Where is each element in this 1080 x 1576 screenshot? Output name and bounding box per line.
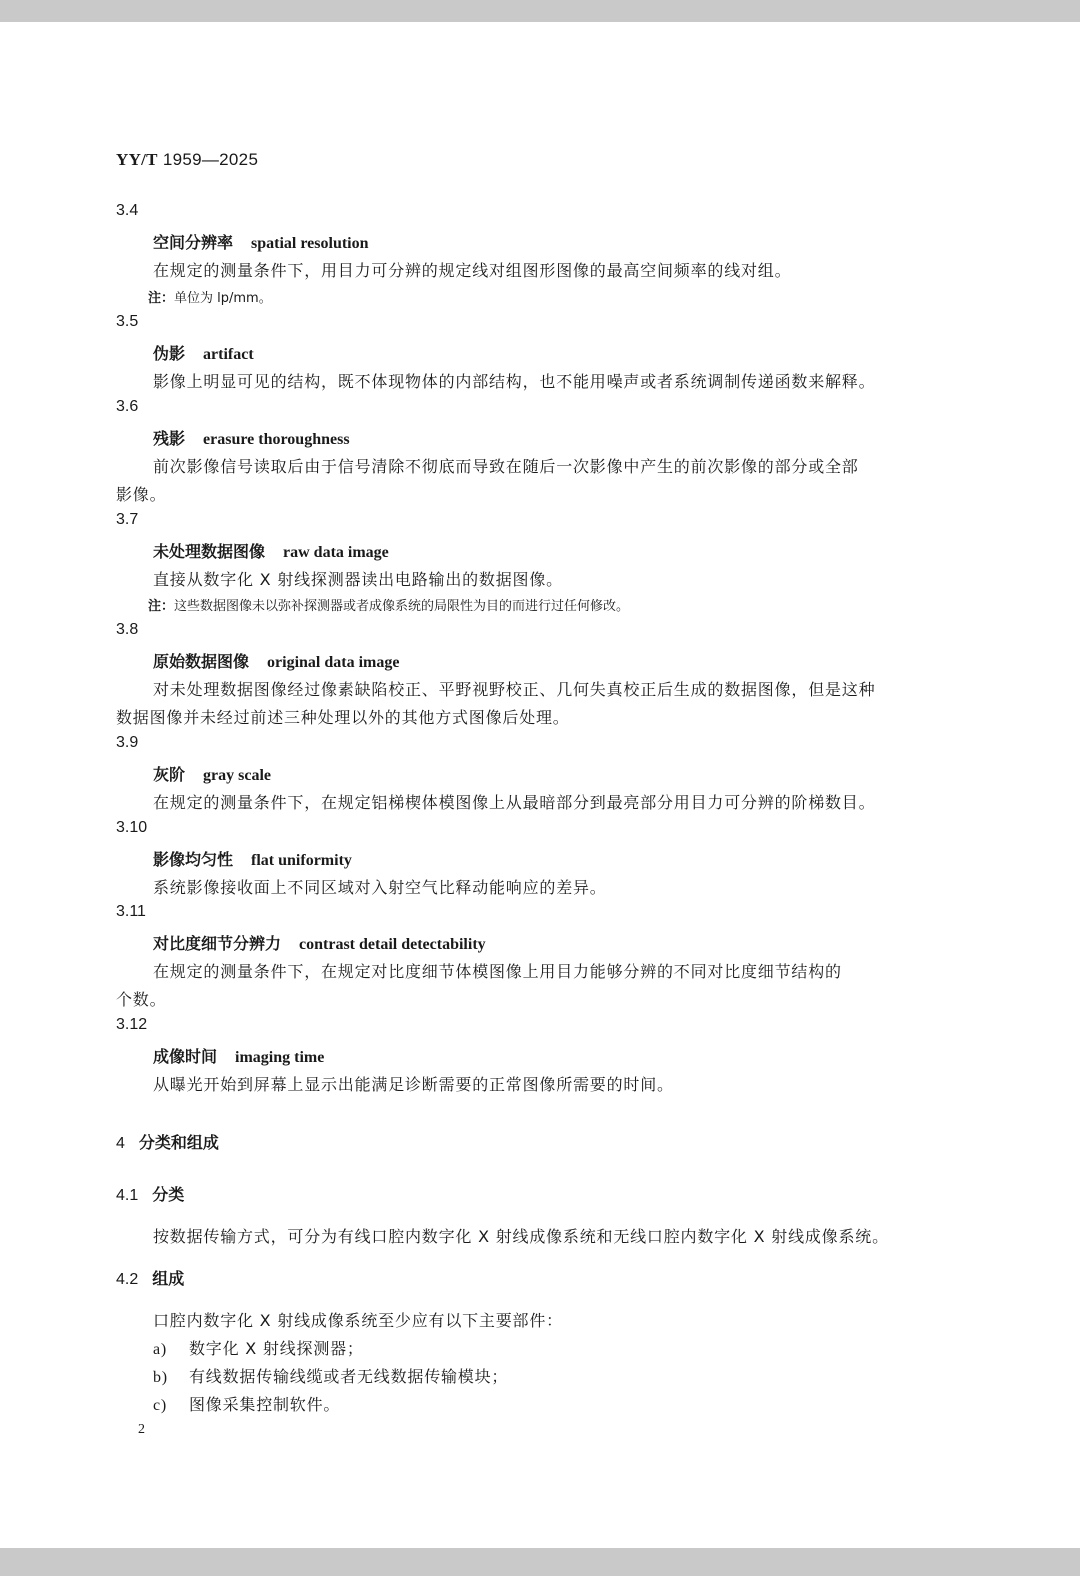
term-heading [153, 230, 369, 253]
term-note [148, 287, 272, 306]
subsection-number: 4.1 [116, 1187, 139, 1204]
doc-code-prefix: YY/T [116, 150, 158, 169]
subsection-heading [116, 1266, 184, 1289]
list-marker: a) [153, 1341, 168, 1358]
term-en: original data image [267, 654, 400, 671]
term-heading [153, 341, 254, 364]
list-item [153, 1364, 508, 1387]
term-zh: 灰阶 [153, 765, 186, 784]
term-note [148, 595, 629, 614]
term-heading [153, 931, 486, 954]
term-heading [153, 1044, 324, 1067]
term-en: flat uniformity [251, 852, 352, 869]
term-en: imaging time [235, 1049, 325, 1066]
term-number: 3.8 [116, 621, 139, 638]
subsection-number: 4.2 [116, 1271, 139, 1288]
term-definition-continued: 影像。 [116, 485, 167, 504]
term-number: 3.11 [116, 903, 146, 920]
top-gray-band [0, 0, 1080, 22]
term-en: spatial resolution [251, 235, 369, 252]
subsection-text: 口腔内数字化 X 射线成像系统至少应有以下主要部件： [153, 1311, 563, 1330]
list-item-text: 数字化 X 射线探测器； [189, 1339, 364, 1358]
term-number: 3.10 [116, 819, 148, 836]
doc-code-number: 1959—2025 [162, 150, 259, 169]
note-text: 这些数据图像未以弥补探测器或者成像系统的局限性为目的而进行过任何修改。 [174, 599, 630, 614]
term-zh: 残影 [153, 429, 186, 448]
term-definition: 对未处理数据图像经过像素缺陷校正、平野视野校正、几何失真校正后生成的数据图像，但是这种 [153, 680, 876, 699]
page-number: 2 [138, 1422, 145, 1437]
list-item-text: 有线数据传输线缆或者无线数据传输模块； [189, 1367, 509, 1386]
term-number: 3.12 [116, 1016, 148, 1033]
section-title: 分类和组成 [138, 1133, 219, 1152]
term-definition: 从曝光开始到屏幕上显示出能满足诊断需要的正常图像所需要的时间。 [153, 1075, 674, 1094]
term-zh: 影像均匀性 [153, 850, 234, 869]
term-zh: 原始数据图像 [153, 652, 250, 671]
subsection-title: 分类 [152, 1185, 185, 1204]
list-item [153, 1392, 340, 1415]
note-text: 单位为 lp/mm。 [174, 291, 272, 306]
bottom-gray-band [0, 1548, 1080, 1576]
subsection-title: 组成 [152, 1269, 185, 1288]
term-definition-continued: 个数。 [116, 990, 167, 1009]
note-label: 注： [148, 599, 175, 614]
term-definition: 系统影像接收面上不同区域对入射空气比释动能响应的差异。 [153, 878, 607, 897]
term-zh: 空间分辨率 [153, 233, 234, 252]
term-zh: 伪影 [153, 344, 186, 363]
term-en: erasure thoroughness [203, 431, 350, 448]
term-en: gray scale [203, 767, 271, 784]
term-definition: 在规定的测量条件下，在规定对比度细节体模图像上用目力能够分辨的不同对比度细节结构的 [153, 962, 842, 981]
term-definition-continued: 数据图像并未经过前述三种处理以外的其他方式图像后处理。 [116, 708, 570, 727]
subsection-text: 按数据传输方式，可分为有线口腔内数字化 X 射线成像系统和无线口腔内数字化 X 射线成像系统。 [153, 1227, 889, 1246]
list-marker: c) [153, 1397, 168, 1414]
term-number: 3.5 [116, 313, 139, 330]
term-definition: 在规定的测量条件下，用目力可分辨的规定线对组图形图像的最高空间频率的线对组。 [153, 261, 792, 280]
term-heading [153, 762, 271, 785]
term-definition: 直接从数字化 X 射线探测器读出电路输出的数据图像。 [153, 570, 563, 589]
term-heading [153, 649, 399, 672]
term-definition: 前次影像信号读取后由于信号清除不彻底而导致在随后一次影像中产生的前次影像的部分或全部 [153, 457, 859, 476]
term-heading [153, 847, 352, 870]
section-heading [116, 1130, 219, 1153]
term-en: artifact [203, 346, 254, 363]
section-number: 4 [116, 1135, 125, 1152]
note-label: 注： [148, 291, 175, 306]
term-number: 3.9 [116, 734, 139, 751]
term-heading [153, 426, 350, 449]
term-number: 3.6 [116, 398, 139, 415]
term-heading [153, 539, 389, 562]
list-item [153, 1336, 364, 1359]
term-zh: 成像时间 [153, 1047, 218, 1066]
term-definition: 影像上明显可见的结构，既不体现物体的内部结构，也不能用噪声或者系统调制传递函数来解释。 [153, 372, 876, 391]
term-en: contrast detail detectability [299, 936, 486, 953]
subsection-heading [116, 1182, 184, 1205]
term-zh: 对比度细节分辨力 [153, 934, 282, 953]
list-marker: b) [153, 1369, 168, 1386]
term-number: 3.4 [116, 202, 139, 219]
document-code [116, 150, 258, 170]
list-item-text: 图像采集控制软件。 [189, 1395, 341, 1414]
term-number: 3.7 [116, 511, 139, 528]
term-en: raw data image [283, 544, 389, 561]
term-definition: 在规定的测量条件下，在规定铝梯楔体模图像上从最暗部分到最亮部分用目力可分辨的阶梯数目。 [153, 793, 876, 812]
term-zh: 未处理数据图像 [153, 542, 266, 561]
